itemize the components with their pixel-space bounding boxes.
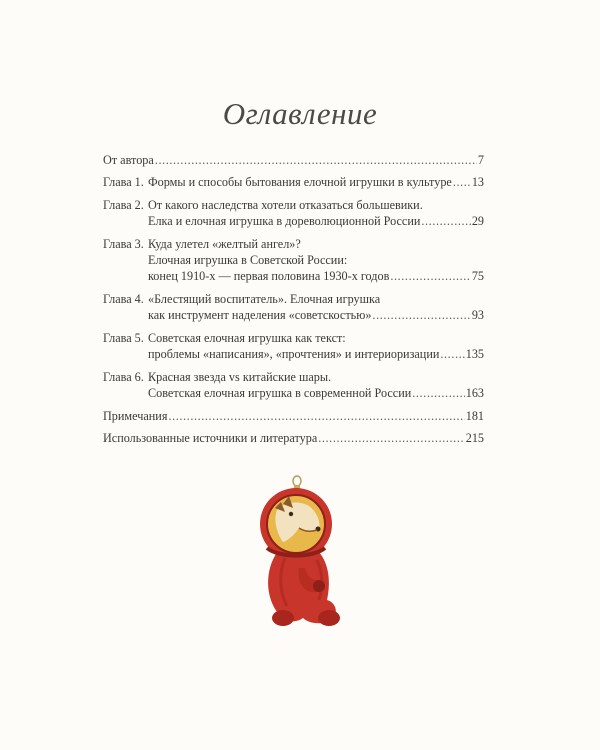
toc-entry-foreword[interactable] [103, 152, 484, 168]
leader-dots [412, 385, 464, 401]
toc-entry-title: Формы и способы бытования елочной игрушки в культуре [148, 175, 452, 189]
leader-dots [440, 346, 464, 362]
table-of-contents [103, 152, 484, 452]
toc-entry-title: проблемы «написания», «прочтения» и интериоризации [148, 347, 440, 361]
chapter-number: Глава 6. [103, 370, 144, 384]
toc-page-number: 163 [465, 386, 484, 400]
toc-entry-title: конец 1910-х — первая половина 1930-х годов [148, 269, 390, 283]
chapter-number: Глава 2. [103, 198, 144, 212]
toc-page-number: 7 [477, 153, 484, 167]
toc-entry-title-line: Красная звезда vs китайские шары. [148, 370, 332, 384]
toc-entry-sources[interactable] [103, 430, 484, 446]
toc-entry-notes[interactable] [103, 408, 484, 424]
toc-page-number: 215 [465, 431, 484, 445]
cosmonaut-dog-ornament-icon [239, 472, 359, 642]
chapter-number: Глава 5. [103, 331, 144, 345]
toc-entry-title-line: Куда улетел «желтый ангел»? [148, 237, 301, 251]
toc-entry-title: От автора [103, 153, 154, 167]
toc-entry-title: Использованные источники и литература [103, 431, 318, 445]
toc-entry-title-line: Советская елочная игрушка как текст: [148, 331, 346, 345]
toc-entry-title-line: От какого наследства хотели отказаться большевики. [148, 198, 423, 212]
toc-entry-title: Советская елочная игрушка в современной России [148, 386, 412, 400]
toc-page-number: 13 [471, 175, 484, 189]
toc-entry-chapter-4[interactable] [103, 291, 484, 323]
leader-dots [168, 408, 464, 424]
leader-dots [390, 268, 470, 284]
toc-entry-title-line: «Блестящий воспитатель». Елочная игрушка [148, 292, 381, 306]
leader-dots [318, 430, 464, 446]
leader-dots [453, 174, 471, 190]
leader-dots [155, 152, 477, 168]
toc-entry-title-line: Елочная игрушка в Советской России: [148, 253, 348, 267]
toc-entry-chapter-3[interactable] [103, 236, 484, 284]
chapter-number: Глава 3. [103, 237, 144, 251]
chapter-number: Глава 1. [103, 175, 144, 189]
toc-entry-title: Примечания [103, 409, 168, 423]
toc-entry-chapter-5[interactable] [103, 330, 484, 362]
toc-page-number: 181 [465, 409, 484, 423]
toc-entry-title: Елка и елочная игрушка в дореволюционной России [148, 214, 421, 228]
toc-page-number: 29 [471, 214, 484, 228]
leader-dots [372, 307, 470, 323]
toc-entry-chapter-6[interactable] [103, 369, 484, 401]
toc-entry-chapter-1[interactable] [103, 174, 484, 190]
toc-entry-chapter-2[interactable] [103, 197, 484, 229]
leader-dots [421, 213, 470, 229]
toc-page-number: 135 [465, 347, 484, 361]
chapter-number: Глава 4. [103, 292, 144, 306]
toc-page-number: 93 [471, 308, 484, 322]
toc-page-number: 75 [471, 269, 484, 283]
page-title: Оглавление [222, 96, 378, 131]
toc-entry-title: как инструмент наделения «советскостью» [148, 308, 372, 322]
